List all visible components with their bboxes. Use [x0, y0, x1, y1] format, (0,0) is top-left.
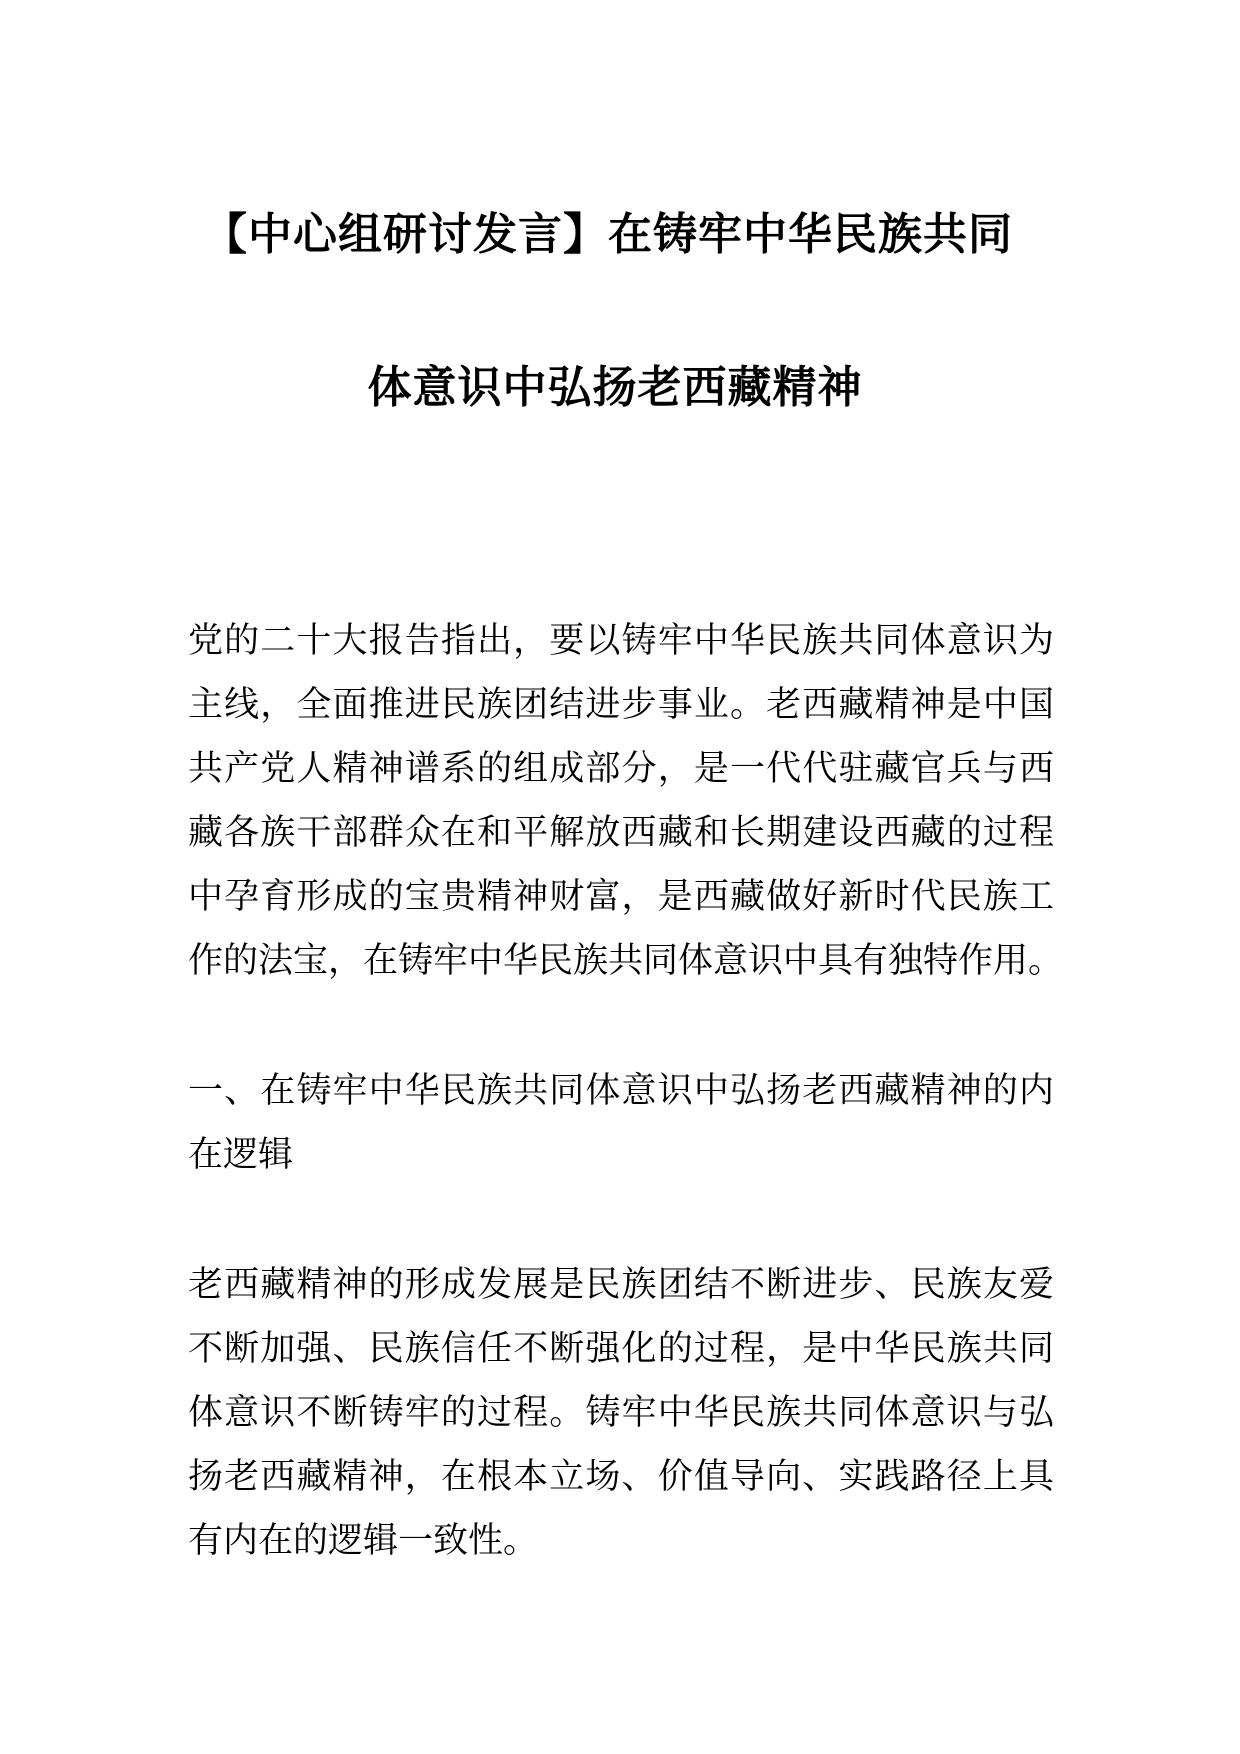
paragraph-line: 体意识不断铸牢的过程。铸牢中华民族共同体意识与弘: [188, 1393, 1054, 1433]
paragraph-line: 中孕育形成的宝贵精神财富，是西藏做好新时代民族工: [188, 877, 1054, 917]
paragraph-line: 老西藏精神的形成发展是民族团结不断进步、民族友爱: [188, 1265, 1054, 1305]
paragraph-line: 共产党人精神谱系的组成部分，是一代代驻藏官兵与西: [188, 749, 1054, 789]
heading-line: 一、在铸牢中华民族共同体意识中弘扬老西藏精神的内: [188, 1071, 1054, 1111]
paragraph-line: 作的法宝，在铸牢中华民族共同体意识中具有独特作用。: [188, 941, 1064, 981]
document-title-line-2: 体意识中弘扬老西藏精神: [367, 362, 863, 413]
paragraph-intro: [188, 609, 1064, 993]
paragraph-line: 藏各族干部群众在和平解放西藏和长期建设西藏的过程: [188, 813, 1054, 853]
paragraph-section-1: [188, 1253, 1054, 1573]
paragraph-line: 主线，全面推进民族团结进步事业。老西藏精神是中国: [188, 685, 1054, 725]
section-heading-1: [188, 1059, 1054, 1187]
heading-line: 在逻辑: [188, 1135, 294, 1175]
paragraph-line: 有内在的逻辑一致性。: [188, 1521, 539, 1561]
paragraph-line: 扬老西藏精神，在根本立场、价值导向、实践路径上具: [188, 1457, 1054, 1497]
paragraph-line: 党的二十大报告指出，要以铸牢中华民族共同体意识为: [188, 621, 1054, 661]
paragraph-line: 不断加强、民族信任不断强化的过程，是中华民族共同: [188, 1329, 1054, 1369]
document-title-line-1: 【中心组研讨发言】在铸牢中华民族共同: [203, 209, 1013, 260]
